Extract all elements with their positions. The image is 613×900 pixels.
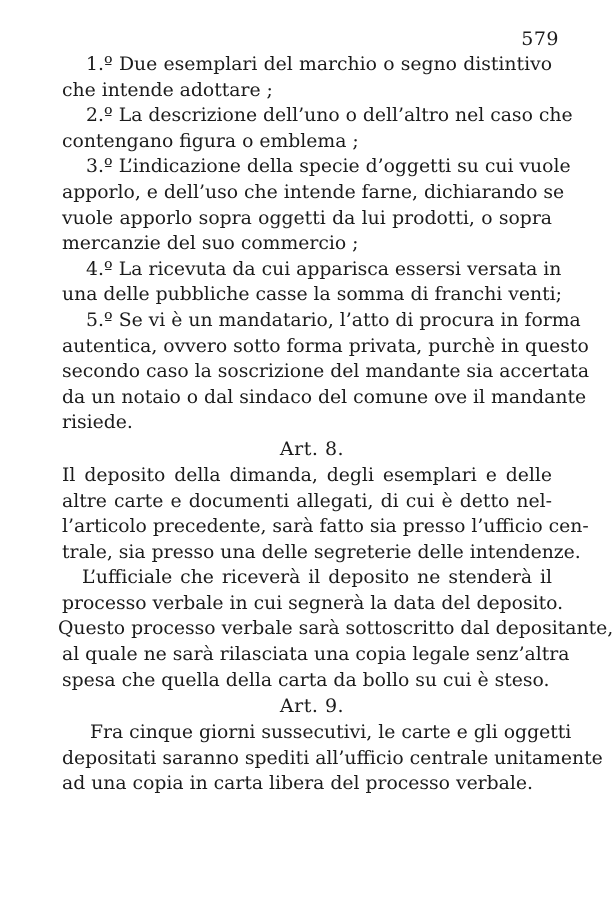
article-9-line-3: ad una copia in carta libera del processo verbale.: [62, 773, 533, 795]
list-item-2-line-1: 2.º La descrizione dell’uno o dell’altro nel caso che: [86, 105, 573, 127]
list-item-1-line-1: 1.º Due esemplari del marchio o segno distintivo: [86, 54, 552, 75]
article-8-line-3: l’articolo precedente, sarà fatto sia presso l’ufficio cen-: [62, 516, 589, 538]
list-item-2-line-2: contengano figura o emblema ;: [62, 130, 359, 152]
list-item-4-line-1: 4.º La ricevuta da cui apparisca essersi versata in: [86, 258, 562, 280]
list-item-5-line-4: da un notaio o dal sindaco del comune ove il mandante: [62, 386, 587, 408]
list-item-3-line-4: mercanzie del suo commercio ;: [62, 233, 359, 255]
article-8-line-5: L’ufficiale che riceverà il deposito ne stenderà il: [82, 567, 552, 589]
list-item-5-line-2: autentica, ovvero sotto forma privata, purchè in questo: [62, 335, 589, 357]
list-item-1-line-2: che intende adottare ;: [62, 79, 273, 101]
list-item-5-line-3: secondo caso la soscrizione del mandante sia accertata: [62, 361, 590, 383]
list-item-3-line-2: apporlo, e dell’uso che intende farne, dichiarando se: [62, 181, 565, 203]
article-8-line-6: processo verbale in cui segnerà la data del deposito.: [62, 592, 564, 614]
article-8-line-1: Il deposito della dimanda, degli esemplari e delle: [62, 464, 552, 486]
article-9-line-2: depositati saranno spediti all’ufficio centrale unitamente: [62, 747, 603, 769]
list-item-3-line-3: vuole apporlo sopra oggetti da lui prodotti, o sopra: [62, 207, 552, 229]
article-8-line-2: altre carte e documenti allegati, di cui è detto nel-: [62, 490, 552, 512]
list-item-3-line-1: 3.º L’indicazione della specie d’oggetti su cui vuole: [86, 156, 571, 178]
article-8-line-8: al quale ne sarà rilasciata una copia legale senz’altra: [62, 644, 570, 666]
list-item-5-line-5: risiede.: [62, 412, 133, 434]
article-8-line-9: spesa che quella della carta da bollo su cui è steso.: [62, 669, 550, 691]
article-9-heading: Art. 9.: [279, 695, 345, 718]
list-item-4-line-2: una delle pubbliche casse la somma di franchi venti;: [62, 284, 562, 306]
article-9-line-1: Fra cinque giorni sussecutivi, le carte e gli oggetti: [90, 722, 572, 744]
list-item-5-line-1: 5.º Se vi è un mandatario, l’atto di procura in forma: [86, 309, 581, 331]
page-number: 579: [521, 28, 559, 50]
article-8-line-4: trale, sia presso una delle segreterie delle intendenze.: [62, 541, 581, 563]
page-text: [58, 52, 613, 797]
article-8-heading: Art. 8.: [279, 437, 345, 460]
article-8-line-7: Questo processo verbale sarà sottoscritto dal depositante,: [58, 618, 613, 640]
